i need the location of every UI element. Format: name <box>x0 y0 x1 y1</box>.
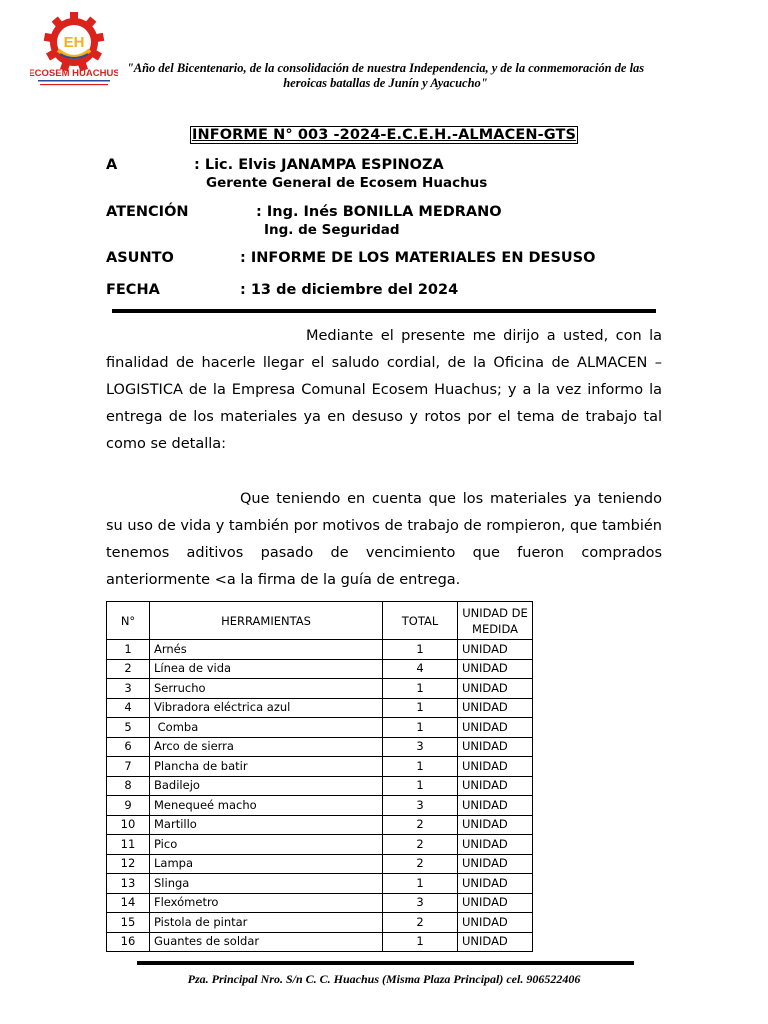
row-total: 2 <box>383 815 458 835</box>
row-total: 3 <box>383 737 458 757</box>
table-row <box>107 913 533 933</box>
row-total: 1 <box>383 698 458 718</box>
row-unit: UNIDAD <box>458 679 533 699</box>
row-tool: Vibradora eléctrica azul <box>150 698 383 718</box>
row-total: 1 <box>383 874 458 894</box>
row-total: 4 <box>383 659 458 679</box>
row-tool: Slinga <box>150 874 383 894</box>
table-row <box>107 776 533 796</box>
header-divider <box>112 309 656 313</box>
row-number: 12 <box>107 854 150 874</box>
row-tool: Pico <box>150 835 383 855</box>
row-tool: Guantes de soldar <box>150 932 383 952</box>
row-tool: Línea de vida <box>150 659 383 679</box>
row-total: 1 <box>383 640 458 660</box>
row-number: 14 <box>107 893 150 913</box>
row-unit: UNIDAD <box>458 718 533 738</box>
row-unit: UNIDAD <box>458 835 533 855</box>
table-row <box>107 815 533 835</box>
footer-divider <box>137 961 634 965</box>
header-tools: HERRAMIENTAS <box>150 602 383 640</box>
row-number: 15 <box>107 913 150 933</box>
table-row <box>107 640 533 660</box>
row-total: 1 <box>383 757 458 777</box>
subject-value: : INFORME DE LOS MATERIALES EN DESUSO <box>240 250 596 266</box>
row-total: 1 <box>383 679 458 699</box>
row-unit: UNIDAD <box>458 776 533 796</box>
row-number: 16 <box>107 932 150 952</box>
row-tool: Menequeé macho <box>150 796 383 816</box>
row-total: 2 <box>383 913 458 933</box>
row-number: 7 <box>107 757 150 777</box>
row-tool: Arco de sierra <box>150 737 383 757</box>
row-tool: Arnés <box>150 640 383 660</box>
row-tool: Flexómetro <box>150 893 383 913</box>
table-row <box>107 854 533 874</box>
subject-label: ASUNTO <box>106 250 174 266</box>
gear-logo-icon <box>30 12 118 92</box>
row-unit: UNIDAD <box>458 854 533 874</box>
to-name: : Lic. Elvis JANAMPA ESPINOZA <box>194 157 444 173</box>
table-row <box>107 874 533 894</box>
table-row <box>107 796 533 816</box>
table-row <box>107 932 533 952</box>
row-unit: UNIDAD <box>458 757 533 777</box>
row-number: 10 <box>107 815 150 835</box>
row-total: 1 <box>383 932 458 952</box>
table-row <box>107 718 533 738</box>
logo-mark: EH <box>63 34 85 51</box>
row-unit: UNIDAD <box>458 796 533 816</box>
to-role: Gerente General de Ecosem Huachus <box>206 175 488 191</box>
row-number: 5 <box>107 718 150 738</box>
table-row <box>107 679 533 699</box>
row-number: 6 <box>107 737 150 757</box>
row-unit: UNIDAD <box>458 932 533 952</box>
row-number: 11 <box>107 835 150 855</box>
row-number: 8 <box>107 776 150 796</box>
row-total: 1 <box>383 776 458 796</box>
row-unit: UNIDAD <box>458 640 533 660</box>
table-row <box>107 737 533 757</box>
date-value: : 13 de diciembre del 2024 <box>240 282 459 298</box>
row-tool: Martillo <box>150 815 383 835</box>
row-number: 2 <box>107 659 150 679</box>
attention-label: ATENCIÓN <box>106 204 189 220</box>
row-number: 4 <box>107 698 150 718</box>
header-total: TOTAL <box>383 602 458 640</box>
row-number: 13 <box>107 874 150 894</box>
row-total: 3 <box>383 796 458 816</box>
date-label: FECHA <box>106 282 160 298</box>
row-tool: Plancha de batir <box>150 757 383 777</box>
document-title <box>0 127 768 143</box>
row-tool: Serrucho <box>150 679 383 699</box>
table-row <box>107 698 533 718</box>
table-row <box>107 757 533 777</box>
row-unit: UNIDAD <box>458 659 533 679</box>
document-title-text: INFORME N° 003 -2024-E.C.E.H.-ALMACEN-GTS <box>192 127 576 143</box>
header-unit: UNIDAD DE MEDIDA <box>458 602 533 640</box>
body-paragraph-1: Mediante el presente me dirijo a usted, con la finalidad de hacerle llegar el saludo cordial, de la Oficina de ALMACEN – LOGISTICA de la Empresa Comunal Ecosem Huachus; y a la vez informo la entrega de los materiales ya en desuso y rotos por el tema de trabajo tal como se detalla: <box>106 328 662 452</box>
row-tool: Badilejo <box>150 776 383 796</box>
row-total: 2 <box>383 854 458 874</box>
materials-table <box>106 601 533 952</box>
row-tool: Pistola de pintar <box>150 913 383 933</box>
header-num: N° <box>107 602 150 640</box>
motto-text: "Año del Bicentenario, de la consolidación de nuestra Independencia, y de la conmemoración de las heroicas batallas de Junín y Ayacucho" <box>126 61 645 90</box>
row-unit: UNIDAD <box>458 893 533 913</box>
row-tool: Comba <box>150 718 383 738</box>
row-total: 2 <box>383 835 458 855</box>
row-tool: Lampa <box>150 854 383 874</box>
row-unit: UNIDAD <box>458 874 533 894</box>
attention-name: : Ing. Inés BONILLA MEDRANO <box>256 204 502 220</box>
row-total: 3 <box>383 893 458 913</box>
attention-role: Ing. de Seguridad <box>264 222 400 238</box>
row-number: 9 <box>107 796 150 816</box>
row-unit: UNIDAD <box>458 698 533 718</box>
row-unit: UNIDAD <box>458 737 533 757</box>
body-paragraph-2: Que teniendo en cuenta que los materiales ya teniendo su uso de vida y también por motivos de trabajo de rompieron, que también tenemos aditivos pasado de vencimiento que fueron comprados anteriormente <a la firma de la guía de entrega. <box>106 491 662 588</box>
row-unit: UNIDAD <box>458 815 533 835</box>
row-total: 1 <box>383 718 458 738</box>
row-number: 1 <box>107 640 150 660</box>
table-header-row <box>107 602 533 640</box>
table-row <box>107 835 533 855</box>
row-unit: UNIDAD <box>458 913 533 933</box>
logo-text: ECOSEM HUACHUS <box>30 68 118 79</box>
footer-address: Pza. Principal Nro. S/n C. C. Huachus (Misma Plaza Principal) cel. 906522406 <box>187 972 581 986</box>
table-body <box>107 640 533 952</box>
to-label: A <box>106 157 118 173</box>
table-row <box>107 659 533 679</box>
table-row <box>107 893 533 913</box>
company-logo <box>30 12 118 92</box>
row-number: 3 <box>107 679 150 699</box>
